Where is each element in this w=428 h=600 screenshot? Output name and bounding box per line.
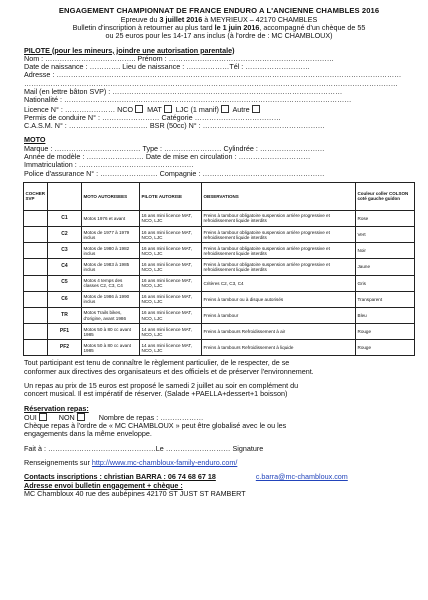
adresse-envoi-label: Adresse envoi bulletin engagement + chèque : [24, 481, 183, 490]
adresse-field[interactable]: Adresse : ……………………………………………………………………………………………………………………………… [24, 71, 402, 80]
adresse-envoi-value: MC Chambloux 40 rue des aubépines 42170 ST JUST ST RAMBERT [24, 489, 246, 498]
casm-field[interactable]: C.A.S.M. N° : …………………………… BSR (50cc) N° : …………………………………………… [24, 122, 325, 131]
mail-field[interactable]: Mail (en lettre bâton SVP) : …………………………………………………………………………………… [24, 87, 343, 96]
header-pilote: PILOTE AUTORISE [140, 182, 202, 210]
table-header-row [24, 182, 415, 210]
row-pilote: 14 ans mini licence MAT, NCO, LJC [140, 340, 202, 356]
row-checkbox[interactable] [24, 243, 48, 259]
row-checkbox[interactable] [24, 324, 48, 340]
table-row [24, 243, 415, 259]
mat-label: MAT [147, 104, 162, 114]
cheque-line: Chèque repas à l'ordre de « MC CHAMBLOUX » peut être globalisé avec le ou les [24, 422, 287, 431]
row-moto: Motos de 1977 à 1979 inclus [82, 226, 140, 242]
row-category: C3 [48, 243, 82, 259]
event-info: Epreuve du 3 juillet 2016 à MEYRIEUX – 42170 CHAMBLES [120, 15, 318, 24]
row-pilote: 16 ans mini licence MAT, NCO, LJC [140, 275, 202, 291]
row-observations: Freins à tambours Refroidissement à air [202, 324, 356, 340]
mat-checkbox[interactable] [164, 105, 172, 113]
row-moto: Motos 4 temps des classes C2, C3, C4 [82, 275, 140, 291]
row-pilote: 16 ans mini licence MAT, NCO, LJC [140, 259, 202, 275]
reservation-heading: Réservation repas: [24, 404, 89, 413]
table-row [24, 275, 415, 291]
reservation-choice [24, 413, 414, 422]
row-couleur: Bleu [356, 307, 415, 323]
table-row [24, 226, 415, 242]
contacts-line [24, 473, 414, 481]
row-observations: Critères C2, C3, C4 [202, 275, 356, 291]
deadline-text: Bulletin d'inscription à retourner au plus tard le 1 juin 2016, accompagné d'un chèque de 55 [72, 24, 366, 32]
nco-checkbox[interactable] [135, 105, 143, 113]
row-category: C2 [48, 226, 82, 242]
row-couleur: Noir [356, 243, 415, 259]
row-moto: Motos de 1983 à 1985 inclus [82, 259, 140, 275]
adresse-blank-line[interactable]: ………………………………………………………………………………………………………………………………………… [24, 79, 398, 88]
oui-label: OUI [24, 412, 37, 422]
non-checkbox[interactable] [77, 413, 85, 421]
row-category: PF1 [48, 324, 82, 340]
permis-field[interactable]: Permis de conduire N° : …………………… Catégorie ……………………………… [24, 113, 281, 122]
table-row [24, 340, 415, 356]
row-observations: Freins à tambour ou à disque autorisés [202, 291, 356, 307]
header-observations: OBSERVATIONS [202, 182, 356, 210]
row-observations: Freins à tambours Refroidissement à liquide [202, 340, 356, 356]
row-couleur: Vert [356, 226, 415, 242]
row-couleur: Rouge [356, 324, 415, 340]
row-couleur: Gris [356, 275, 415, 291]
header-cat [48, 182, 82, 210]
repas-info-line: Un repas au prix de 15 euros est proposé le samedi 2 juillet au soir en complément du [24, 382, 299, 391]
ljc-label: LJC (1 manif) [175, 104, 219, 114]
row-pilote: 16 ans mini licence MAT, NCO, LJC [140, 307, 202, 323]
autre-label: Autre [232, 104, 250, 114]
oui-checkbox[interactable] [39, 413, 47, 421]
nom-field[interactable]: Nom : ……………………………….. Prénom : …………………………………………………………… [24, 54, 334, 63]
row-pilote: 16 ans mini licence MAT, NCO, LJC [140, 291, 202, 307]
renseignements-label: Renseignements sur [24, 459, 92, 467]
email-link[interactable]: c.barra@mc-chambloux.com [255, 473, 348, 482]
row-category: C5 [48, 275, 82, 291]
naissance-field[interactable]: Date de naissance : …………. Lieu de naissance : ………………Tél : ……………………… [24, 63, 310, 72]
marque-field[interactable]: Marque : ……………………………… Type : …………………… Cylindrée : ……………………… [24, 144, 325, 153]
row-checkbox[interactable] [24, 340, 48, 356]
row-checkbox[interactable] [24, 210, 48, 226]
row-checkbox[interactable] [24, 275, 48, 291]
contacts-label: Contacts inscriptions : christian BARRA : 06 74 68 67 18 [24, 473, 216, 482]
row-moto: Motos de 1980 à 1982 inclus [82, 243, 140, 259]
row-checkbox[interactable] [24, 307, 48, 323]
row-category: C1 [48, 210, 82, 226]
row-checkbox[interactable] [24, 226, 48, 242]
signature-line[interactable]: Fait à : ………………………………………Le ……………………… Signature [24, 444, 264, 453]
row-moto: Motos 1976 et avant [82, 210, 140, 226]
nationalite-field[interactable]: Nationalité : ………………………………………………………………………………………………………… [24, 96, 352, 105]
row-couleur: Rouge [356, 340, 415, 356]
row-pilote: 16 ans mini licence MAT, NCO, LJC [140, 243, 202, 259]
autre-checkbox[interactable] [252, 105, 260, 113]
row-category: C4 [48, 259, 82, 275]
row-category: C6 [48, 291, 82, 307]
form-title: ENGAGEMENT CHAMPIONNAT DE FRANCE ENDURO A L'ANCIENNE CHAMBLES 2016 [58, 7, 380, 15]
ljc-checkbox[interactable] [221, 105, 229, 113]
row-observations: Freins à tambour obligatoire suspension arrière progressive et refroidissement liquide interdits [202, 210, 356, 226]
non-label: NON [58, 412, 75, 422]
nombre-repas-field[interactable]: Nombre de repas : ……………… [98, 412, 204, 422]
cheque-line: engagements dans la même enveloppe. [24, 430, 152, 439]
table-row [24, 324, 415, 340]
row-moto: Motos 50 à 80 cc avant 1985 [82, 340, 140, 356]
price-text: ou 25 euros pour les 14-17 ans inclus (à l'ordre de : MC CHAMBLOUX) [105, 32, 333, 41]
repas-info-line: concert musical. Il est impératif de réserver. (Salade +PAELLA+dessert+1 boisson) [24, 390, 288, 399]
reglement-line: conformer aux directives des organisateurs et des officiels et de préserver l'environnement. [24, 367, 314, 376]
row-pilote: 16 ans mini licence MAT, NCO, LJC [140, 226, 202, 242]
table-row [24, 307, 415, 323]
reglement-line: Tout participant est tenu de connaître le règlement particulier, de le respecter, de se [24, 359, 290, 368]
header-couleur: Couleur coller COLSON coté gauche guidon [356, 182, 415, 210]
category-table [23, 182, 415, 357]
table-row [24, 210, 415, 226]
row-observations: Freins à tambour obligatoire suspension arrière progressive et refroidissement liquide interdits [202, 259, 356, 275]
row-observations: Freins à tambour [202, 307, 356, 323]
website-link[interactable]: http://www.mc-chambloux-family-enduro.com/ [91, 459, 238, 467]
row-moto: Motos de 1986 à 1990 inclus [82, 291, 140, 307]
row-checkbox[interactable] [24, 259, 48, 275]
row-category: PF2 [48, 340, 82, 356]
header-cocher: COCHER SVP [24, 182, 48, 210]
police-field[interactable]: Police d'assurance N° : …………………… Compagnie : …………………………………………… [24, 169, 325, 178]
entry-form [24, 7, 414, 498]
row-couleur: Rose [356, 210, 415, 226]
annee-field[interactable]: Année de modèle : …………………… Date de mise en circulation : ………………………… [24, 152, 311, 161]
row-moto: Motos Trails bikes, d'origine, avant 1986 [82, 307, 140, 323]
row-observations: Freins à tambour obligatoire suspension arrière progressive et refroidissement liquide interdits [202, 243, 356, 259]
row-couleur: Jaune [356, 259, 415, 275]
licence-row [24, 105, 414, 114]
row-couleur: Transparent [356, 291, 415, 307]
row-checkbox[interactable] [24, 291, 48, 307]
row-observations: Freins à tambour obligatoire suspension arrière progressive et refroidissement liquide interdits [202, 226, 356, 242]
pilote-heading: PILOTE (pour les mineurs, joindre une autorisation parentale) [24, 46, 235, 55]
immat-field[interactable]: Immatriculation : ………………………………………… [24, 161, 194, 170]
moto-heading: MOTO [24, 136, 46, 145]
table-row [24, 291, 415, 307]
licence-field[interactable]: Licence N° : ………………… NCO [24, 104, 134, 114]
row-moto: Motos 50 à 80 cc avant 1985 [82, 324, 140, 340]
table-row [24, 259, 415, 275]
row-pilote: 14 ans mini licence MAT, NCO, LJC [140, 324, 202, 340]
renseignements-line [24, 459, 414, 467]
row-category: TR [48, 307, 82, 323]
row-pilote: 16 ans mini licence MAT, NCO, LJC [140, 210, 202, 226]
header-moto: MOTO AUTORISEES [82, 182, 140, 210]
